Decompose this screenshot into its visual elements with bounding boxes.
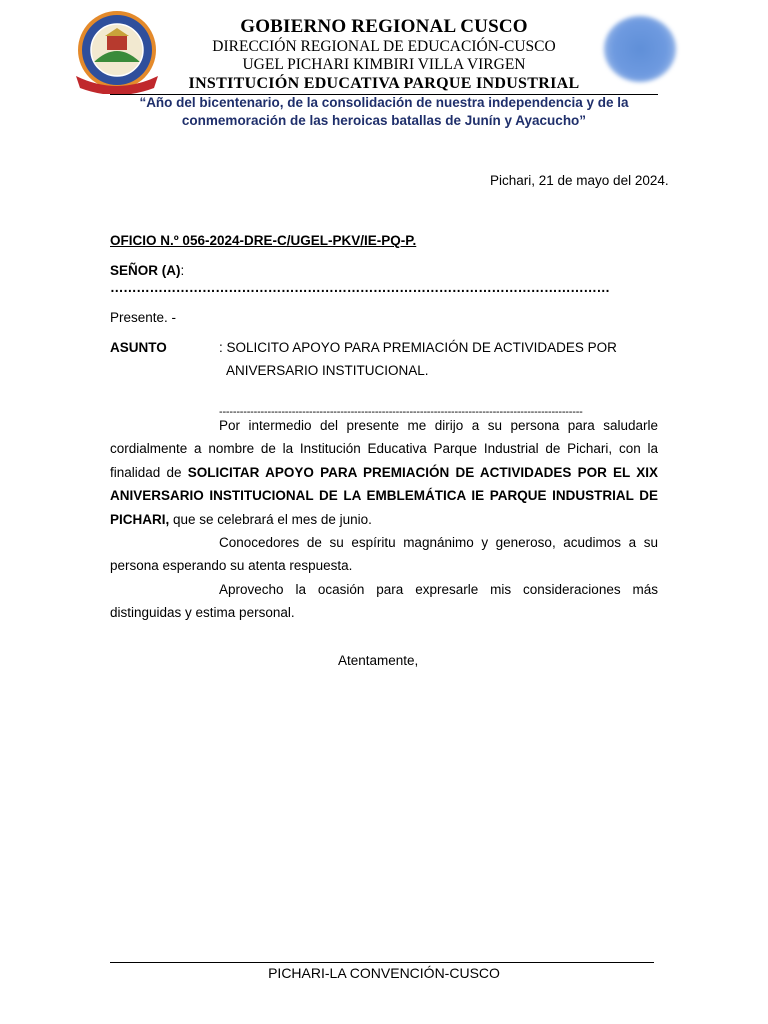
recipient-label: SEÑOR (A)	[110, 263, 181, 278]
footer-location: PICHARI-LA CONVENCIÓN-CUSCO	[268, 965, 500, 981]
header-direction: DIRECCIÓN REGIONAL DE EDUCACIÓN-CUSCO	[212, 38, 556, 55]
school-emblem-icon	[74, 10, 160, 94]
year-motto: “Año del bicentenario, de la consolidación de nuestra independencia y de la conmemoración de las heroicas batallas de Junín y Ayacucho”	[139, 95, 629, 128]
asunto-line-1: : SOLICITO APOYO PARA PREMIACIÓN DE ACTIVIDADES POR	[219, 340, 617, 355]
header-government: GOBIERNO REGIONAL CUSCO	[240, 16, 528, 37]
asunto-line-2: ANIVERSARIO INSTITUCIONAL.	[226, 363, 429, 378]
recipient-dots: ……………………………………………………………………………………………………	[110, 280, 610, 295]
body-paragraph-2	[110, 531, 658, 578]
asunto-dashes: ---------------------------------------------------------------------------------------------------------	[219, 406, 583, 418]
presente-line: Presente. -	[110, 310, 177, 325]
body-p3-text: Aprovecho la ocasión para expresarle mis consideraciones más distinguidas y estima personal.	[110, 582, 658, 621]
body-paragraph-1	[110, 414, 658, 531]
header-institution: INSTITUCIÓN EDUCATIVA PARQUE INDUSTRIAL	[188, 75, 580, 92]
body-paragraph-3	[110, 578, 658, 625]
asunto-label: ASUNTO	[110, 340, 167, 355]
body-p1-end: que se celebrará el mes de junio.	[169, 511, 372, 527]
date-line: Pichari, 21 de mayo del 2024.	[490, 173, 669, 188]
recipient-colon: :	[180, 263, 185, 278]
body-p1-start: Por intermedio del presente me dirijo a su persona para saludarle cordialmente a nombre de la Institución Educativa Parque Industrial de Pichari, con la finalidad de	[110, 418, 658, 480]
footer-divider	[110, 962, 654, 963]
oficio-number: OFICIO N.º 056-2024-DRE-C/UGEL-PKV/IE-PQ-P.	[110, 233, 417, 248]
body-p2-text: Conocedores de su espíritu magnánimo y generoso, acudimos a su persona esperando su atenta respuesta.	[110, 535, 658, 574]
body-p1-bold: SOLICITAR APOYO PARA PREMIACIÓN DE ACTIVIDADES POR EL XIX ANIVERSARIO INSTITUCIONAL DE LA EMBLEMÁTICA IE PARQUE INDUSTRIAL DE PICHARI,	[110, 464, 658, 527]
closing-line: Atentamente,	[338, 653, 419, 668]
header-ugel: UGEL PICHARI KIMBIRI VILLA VIRGEN	[242, 56, 526, 73]
